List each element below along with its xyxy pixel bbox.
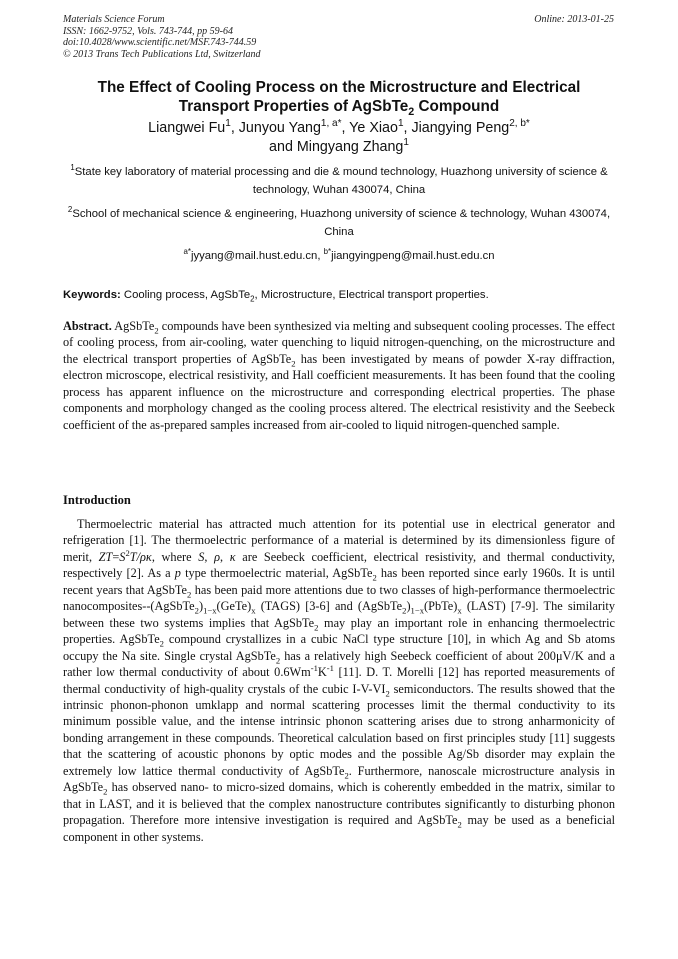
section-heading-introduction: Introduction	[63, 493, 131, 507]
doi-line: doi:10.4028/www.scientific.net/MSF.743-744.59	[63, 37, 257, 48]
email-b-link[interactable]: jiangyingpeng@mail.hust.edu.cn	[331, 250, 495, 262]
journal-header	[63, 14, 261, 60]
journal-name: Materials Science Forum	[63, 14, 165, 25]
introduction-paragraph: Thermoelectric material has attracted much attention for its potential use in electrical generator and refrigeration [1]. The thermoelectric performance of a material is determined by its dimensionless figure of merit, $ZT=S^2T/\rho\kappa$, where S, ρ, κ are Seebeck coefficient, electrical resistivity, and thermal conductivity, respectively [2]. As a p type thermoelectric material, AgSbTe$_2$ has been reported since early 1960s. It is until recent years that AgSbTe$_2$ has been paid more attentions due to two classes of high-performance thermoelectric nanocomposites-$-(AgSbTe_2)_{1-x}(GeTe)_x$ (TAGS) [3-6] and $(AgSbTe_2)_{1-x}(PbTe)_x$ (LAST) [7-9]. The similarity between these two systems implies that AgSbTe$_2$ may play an important role in enhancing thermoelectric properties. AgSbTe$_2$ compound crystallizes in a cubic NaCl type structure [10], in which Ag and Sb atoms occupy the Na site. Single crystal AgSbTe$_2$ has a relatively high Seebeck coefficient of about 200μV/K and a rather low thermal conductivity of about $0.6Wm^{-1}K^{-1}$ [11]. D. T. Morelli [12] has reported measurements of thermal conductivity of high-quality crystals of the cubic $I-V-VI_2$ semiconductors. The results showed that the intrinsic phonon-phonon umklapp and normal scattering processes limit the thermal conductivity to its minimum possible value, and the intense intrinsic phonon scattering arises due to strong anharmonicity of bonding arrangement in these compounds. Theoretical calculation based on first principles study [11] suggests that the scattering of acoustic phonons by optic modes and the possible Ag/Sb disorder may explain the extremely low lattice thermal conductivity of AgSbTe$_2$. Furthermore, nanoscale microstructure analysis in AgSbTe$_2$ has observed nano- to micro-sized domains, which is coherently embedded in the matrix, similar to that in LAST, and it is believed that the complex nanostructure contributes significantly to disturbing phonon propagation. Therefore more intensive investigation is required and AgSbTe$_2$ may be used as a beneficial component in other systems.	[63, 517, 616, 844]
affiliation-1: $^1$State key laboratory of material processing and die & mound technology, Huazhong university of science & technology, Wuhan 430074, China	[70, 163, 608, 196]
abstract-label: Abstract.	[63, 319, 112, 333]
author-list	[63, 119, 615, 157]
affiliation-2: $^2$School of mechanical science & engineering, Huazhong university of science & technology, Wuhan 430074, China	[67, 205, 611, 238]
author-line-1: Liangwei Fu$^1$, Junyou Yang$^{1, a*}$, Ye Xiao$^1$, Jiangying Peng$^{2, b*}$	[148, 118, 530, 136]
keywords-label: Keywords:	[63, 289, 121, 301]
title-line-1: The Effect of Cooling Process on the Microstructure and Electrical	[97, 79, 581, 96]
abstract: Abstract. AgSbTe$_2$ compounds have been synthesized via melting and subsequent cooling processes. The effect of cooling process, from air-cooling, water quenching to liquid nitrogen-quenching, on the microstructure and the electrical transport properties of AgSbTe$_2$ has been investigated by means of powder X-ray diffraction, electron microscope, electrical resistivity, and Hall coefficient measurements. It has been found that the cooling process has apparent influence on the microstructure and corresponding electrical properties. The phase components and morphology changed as the cooling process altered. The electrical resistivity and the Seebeck coefficient of the as-prepared samples increased from air-cooled to liquid nitrogen-quenched sample.	[63, 319, 615, 432]
email-a-link[interactable]: jyyang@mail.hust.edu.cn,	[190, 250, 324, 262]
author-line-2: and Mingyang Zhang$^1$	[269, 137, 409, 155]
online-date: Online: 2013-01-25	[534, 14, 614, 25]
issn-line: ISSN: 1662-9752, Vols. 743-744, pp 59-64	[63, 25, 233, 37]
copyright-line: © 2013 Trans Tech Publications Ltd, Switzerland	[63, 48, 261, 60]
keywords: Keywords: Cooling process, AgSbTe$_2$, Microstructure, Electrical transport properties.	[63, 289, 489, 304]
email-line: $^{a*}$jyyang@mail.hust.edu.cn, $^{b*}$jiangyingpeng@mail.hust.edu.cn	[183, 247, 495, 262]
paper-title	[63, 79, 615, 116]
title-line-2: Transport Properties of AgSbTe$_2$ Compound	[178, 97, 500, 118]
